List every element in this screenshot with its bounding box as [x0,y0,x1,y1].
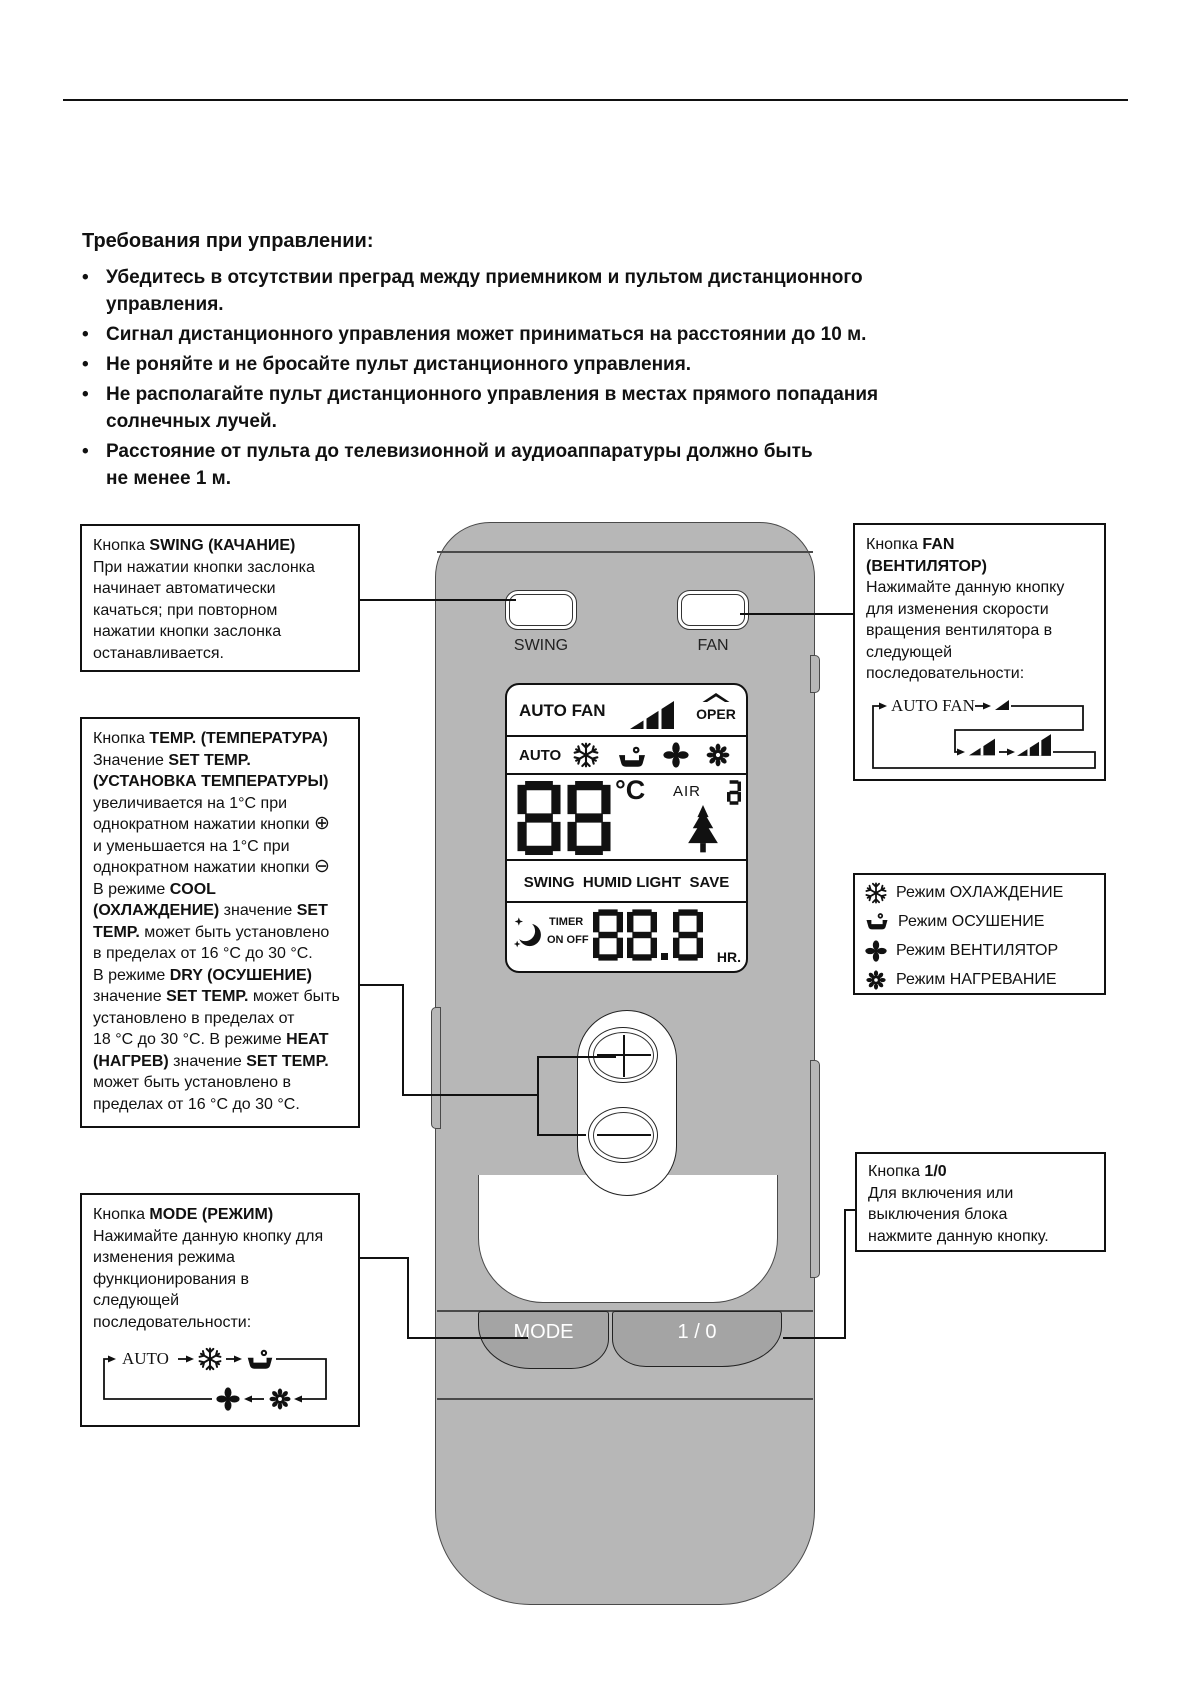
oper-indicator [690,689,742,722]
arrow-icon [983,703,991,710]
plus-icon [623,1035,625,1077]
arrow-icon [957,749,965,756]
arrow-icon [879,703,887,710]
power-callout-box [855,1152,1106,1252]
air-label: AIR [673,783,702,800]
lcd-function-labels: SWING HUMID LIGHT SAVE [523,874,730,891]
remote-right-side-tab [810,655,820,693]
dry-mode-icon [617,744,647,770]
page-heading: Требования при управлении: [82,230,374,252]
power-button[interactable] [612,1311,782,1367]
swing-callout-box [80,524,360,672]
requirements-list [82,264,1082,495]
cycle-auto-label: AUTO [122,1349,169,1368]
temp-callout-text: Кнопка TEMP. (ТЕМПЕРАТУРА) Значение SET TEMP. (УСТАНОВКА ТЕМПЕРАТУРЫ) увеличивается на 1°C при однократном нажатии кнопки ⊕ и уменьшается на 1°C при однократном нажатии кнопки ⊖ В режиме COOL (ОХЛАЖДЕНИЕ) значение SET TEMP. может быть установлено в пределах от 16 °C до 30 °C. В режиме DRY (ОСУШЕНИЕ) значение SET TEMP. может быть установлено в пределах от 18 °C до 30 °C. В режиме HEAT (НАГРЕВ) значение SET TEMP. может быть установлено в пределах от 16 °C до 30 °C. [93,730,340,1113]
bullet-marker: • [82,441,89,462]
timer-digits [593,908,707,962]
oper-label: OPER [696,706,736,722]
lcd-display [505,683,748,973]
bullet-text: Расстояние от пульта до телевизионной и аудиоаппаратуры должно быть не менее 1 м. [106,441,813,489]
fan-mode-icon [216,1387,239,1410]
modes-legend-box [853,873,1106,995]
lcd-row-fanspeed [507,685,746,737]
mode-callout-text: Кнопка MODE (РЕЖИМ) Нажимайте данную кнопку для изменения режима функционирования в следующей последовательности: [93,1206,324,1331]
remote-right-side-rail [810,1060,820,1278]
dry-mode-icon [248,1350,273,1369]
mode-callout-box [80,1193,360,1427]
bullet-marker: • [82,324,89,345]
fan-speed-mid-icon [969,739,995,756]
legend-label: Режим ОХЛАЖДЕНИЕ [896,883,1064,901]
lcd-row-temperature [507,775,746,861]
heat-mode-icon [865,969,887,991]
list-item [82,351,1082,378]
bullet-text: Не располагайте пульт дистанционного управления в местах прямого попадания солнечных лучей. [106,384,879,432]
lcd-auto-fan-label: AUTO FAN [519,701,606,720]
list-item [82,381,1082,435]
timer-onoff-label: ON OFF [547,934,589,946]
swing-button-face [509,594,573,626]
fan-callout-text: Кнопка FAN (ВЕНТИЛЯТОР) Нажимайте данную кнопку для изменения скорости вращения вентилятора в следующей последовательности: [866,536,1065,682]
arrow-icon [1007,749,1015,756]
remote-left-side-rail [431,1007,441,1129]
legend-item [865,907,1094,936]
lcd-auto-label: AUTO [519,747,562,764]
cool-mode-icon [199,1349,221,1370]
bullet-text: Сигнал дистанционного управления может приниматься на расстоянии до 10 м. [106,324,867,345]
cool-mode-icon [573,742,599,768]
dry-mode-icon [865,911,889,932]
arrow-icon [186,1356,194,1363]
roof-icon [701,693,731,702]
bullet-marker: • [82,354,89,375]
temp-up-button[interactable] [588,1027,658,1083]
fan-button-label: FAN [697,637,729,654]
fan-button-face [681,594,745,626]
timer-label: TIMER [549,916,584,928]
remote-top-seam [437,551,813,553]
hours-label: HR. [716,949,741,965]
louver-segment-icon [727,780,741,805]
swing-button-label: SWING [513,637,569,654]
fan-speed-high-icon [1017,734,1051,756]
lcd-row-timer [507,903,746,969]
tree-icon [685,805,721,857]
list-item [82,264,1082,318]
remote-low-seam [437,1398,813,1400]
page-top-rule [63,99,1128,101]
sleep-moon-icon [513,915,543,953]
power-callout-text: Кнопка 1/0 Для включения или выключения блока нажмите данную кнопку. [868,1163,1049,1245]
arrow-icon [108,1356,116,1363]
fan-mode-icon [663,742,689,768]
arrow-icon [244,1396,252,1403]
cool-mode-icon [865,882,887,904]
temperature-digits [517,781,617,855]
arrow-icon [294,1396,302,1403]
arrow-icon [234,1356,242,1363]
heat-mode-icon [270,1389,291,1410]
list-item [82,321,1082,348]
legend-label: Режим ОСУШЕНИЕ [898,912,1045,930]
fan-cycle-diagram [859,690,1101,778]
legend-item [865,965,1094,994]
heat-mode-icon [705,742,731,768]
cycle-auto-fan-label: AUTO FAN [891,696,975,715]
bullet-marker: • [82,384,89,405]
lcd-row-modes [507,737,746,775]
legend-item [865,936,1094,965]
list-item [82,438,1082,492]
fan-callout-box [853,523,1106,781]
lcd-row-functions [507,861,746,903]
legend-label: Режим ВЕНТИЛЯТОР [896,941,1059,959]
temp-down-button[interactable] [588,1107,658,1163]
bullet-text: Не роняйте и не бросайте пульт дистанционного управления. [106,354,692,375]
fan-mode-icon [865,940,887,962]
mode-cycle-diagram [88,1341,352,1425]
legend-label: Режим НАГРЕВАНИЕ [896,970,1057,988]
mode-button-label: MODE [513,1321,574,1343]
swing-button[interactable] [505,590,577,630]
fan-button[interactable] [677,590,749,630]
temp-callout-box [80,717,360,1128]
celsius-label: °C [615,775,646,805]
bullet-text: Убедитесь в отсутствии преград между приемником и пультом дистанционного управления. [106,267,863,315]
fan-speed-bars-icon [625,701,679,729]
minus-icon [597,1134,651,1136]
swing-callout-text: Кнопка SWING (КАЧАНИЕ) При нажатии кнопки заслонка начинает автоматически качаться; при повторном нажатии кнопки заслонка останавливается. [93,537,315,662]
fan-speed-low-icon [995,700,1009,710]
legend-item [865,878,1094,907]
bullet-marker: • [82,267,89,288]
power-button-label: 1 / 0 [677,1321,717,1343]
